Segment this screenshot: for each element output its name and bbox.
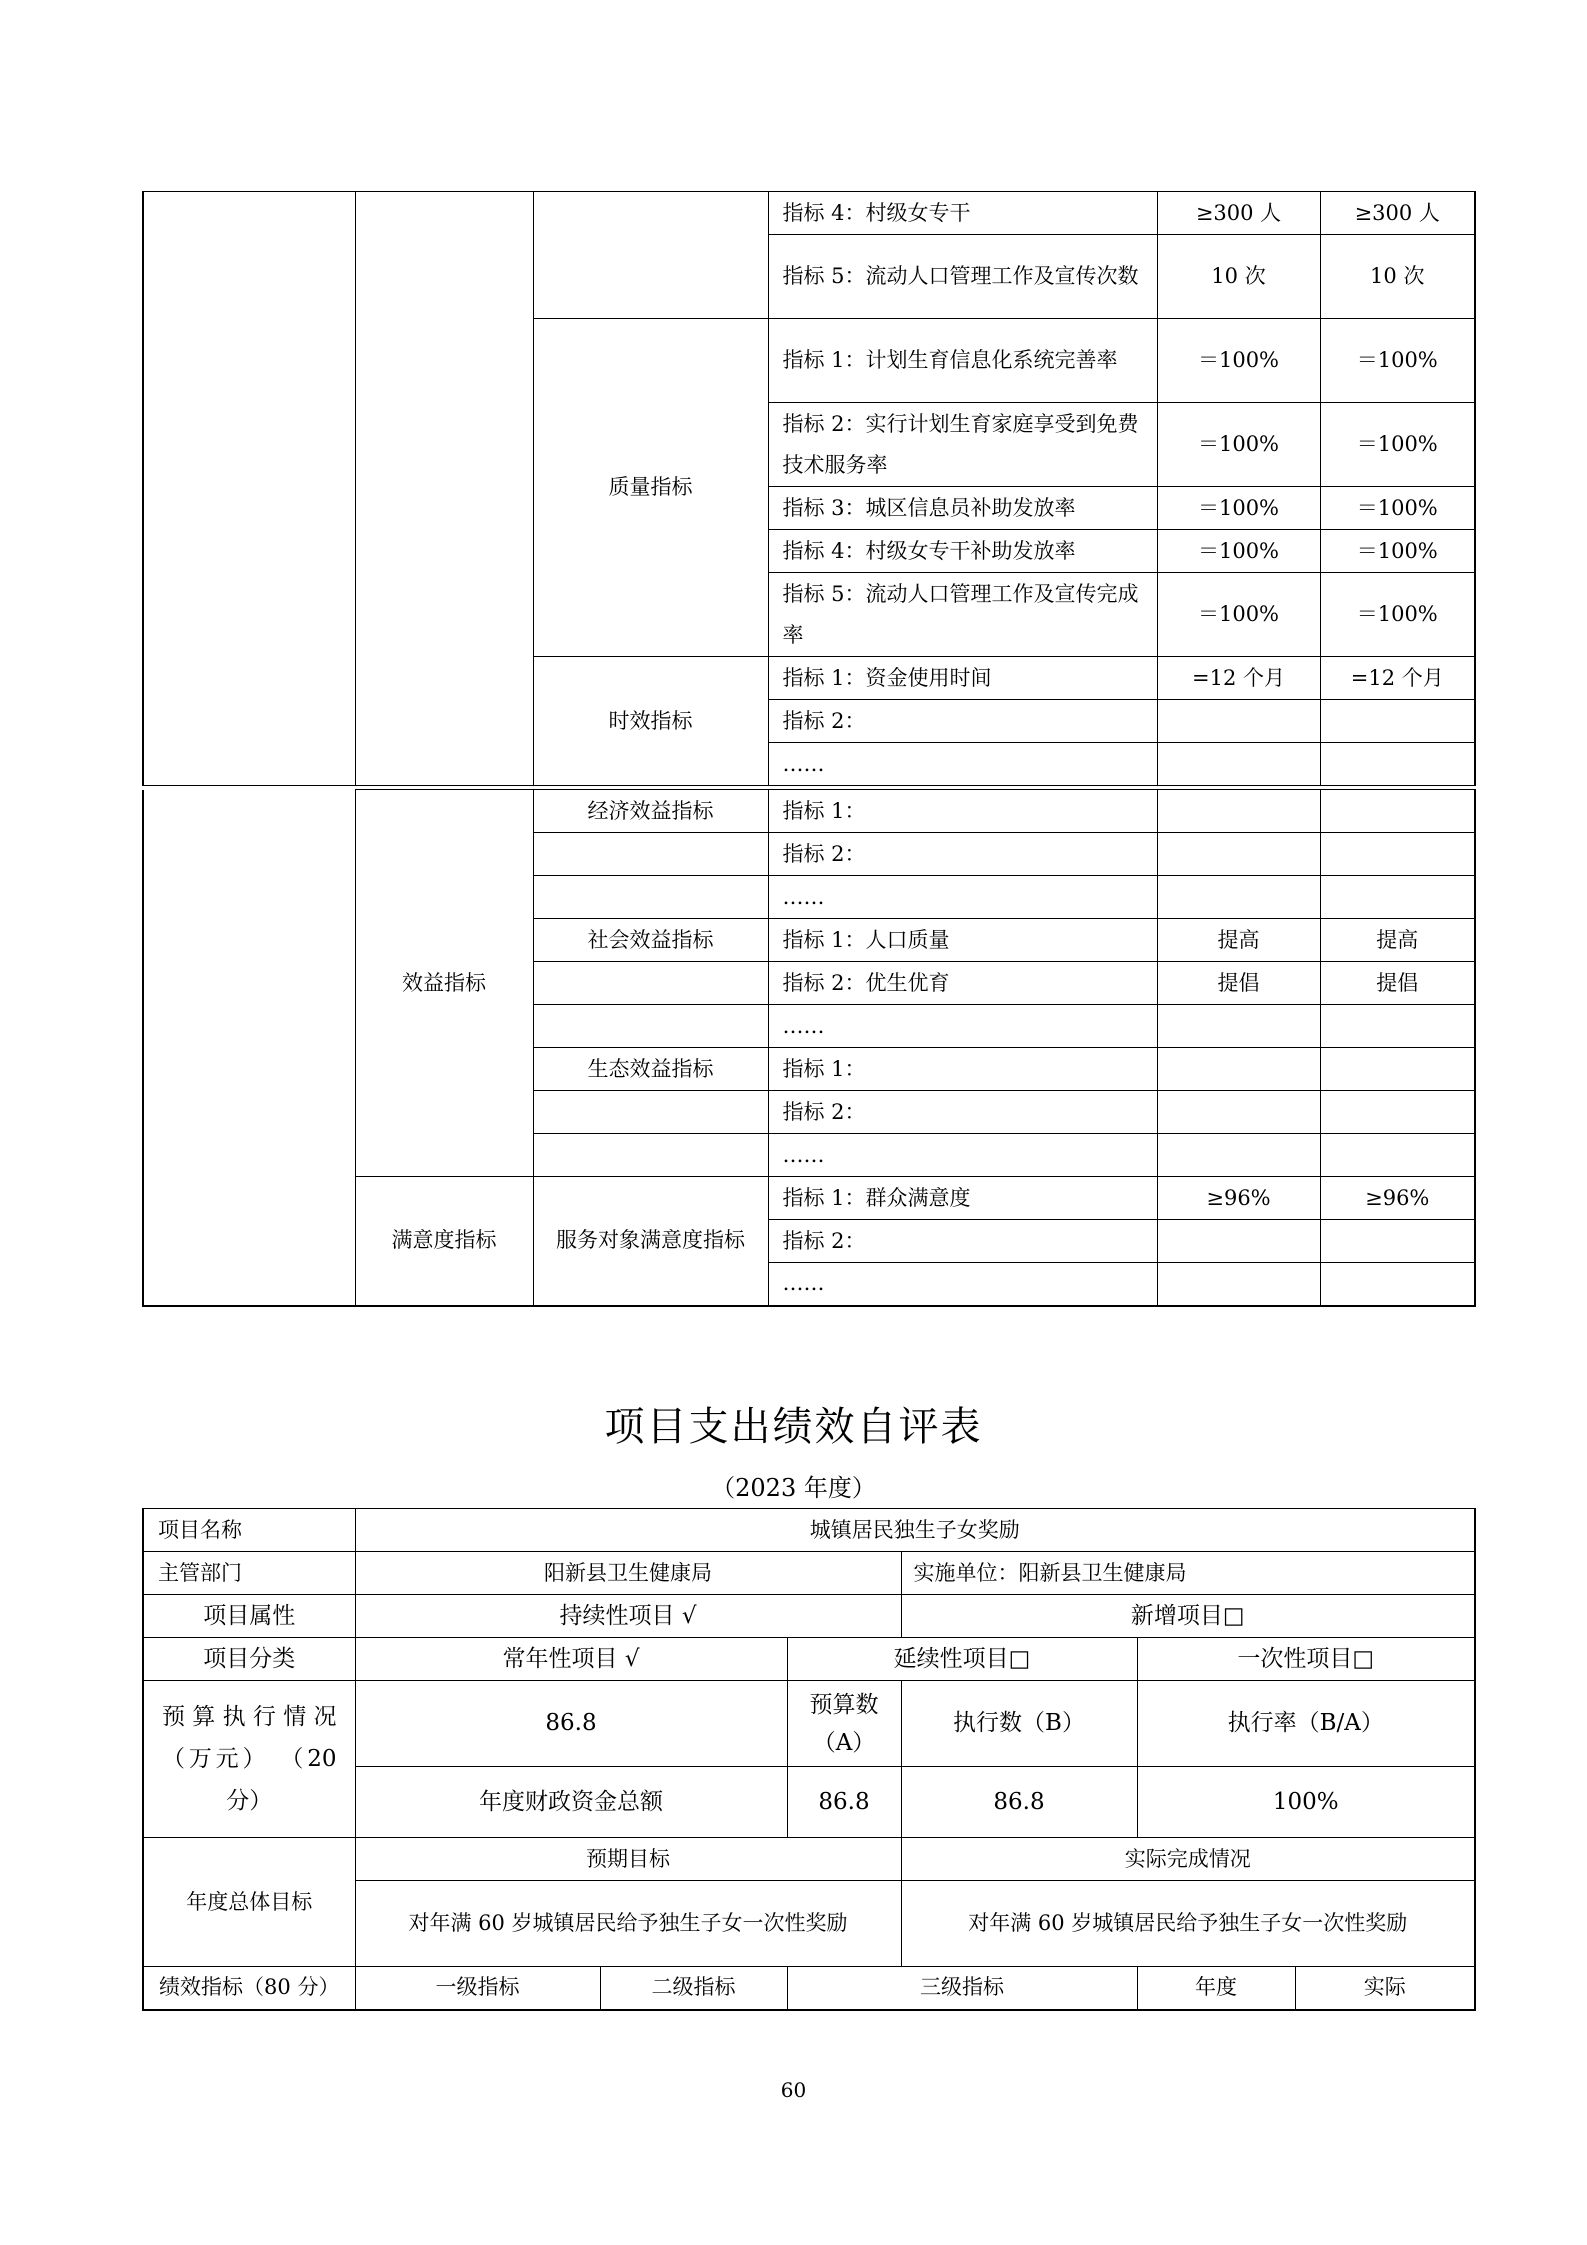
class-regular: 常年性项目 √ — [355, 1638, 787, 1681]
indicator-actual: 10 次 — [1320, 235, 1475, 319]
indicator-target — [1157, 1048, 1320, 1091]
class-label: 项目分类 — [143, 1638, 355, 1681]
indicator-target: 提高 — [1157, 919, 1320, 962]
indicator-actual: ＝100% — [1320, 573, 1475, 657]
indicator-target — [1157, 876, 1320, 919]
annual-funds-label: 年度财政资金总额 — [355, 1767, 787, 1838]
indicator-target: =12 个月 — [1157, 657, 1320, 700]
indicator-actual — [1320, 1263, 1475, 1306]
indicator-target — [1157, 1005, 1320, 1048]
exec-b-label: 执行数（B） — [901, 1681, 1137, 1767]
class-extended: 延续性项目□ — [787, 1638, 1137, 1681]
indicator-target — [1157, 1220, 1320, 1263]
table-row — [143, 1967, 1475, 2010]
form-title: 项目支出绩效自评表 — [604, 1404, 983, 1450]
goal-actual-label: 实际完成情况 — [901, 1838, 1475, 1881]
indicator-target: ≥300 人 — [1157, 192, 1320, 235]
perf-label: 绩效指标（80 分） — [143, 1967, 355, 2010]
indicator-name: 指标 1：计划生育信息化系统完善率 — [768, 319, 1157, 403]
table-row — [143, 192, 1475, 235]
indicator-name: 指标 4：村级女专干补助发放率 — [768, 530, 1157, 573]
indicator-actual — [1320, 700, 1475, 743]
dept-value: 阳新县卫生健康局 — [355, 1552, 901, 1595]
indicator-name: …… — [768, 1263, 1157, 1306]
self-evaluation-form — [142, 1508, 1476, 2011]
table-row — [143, 790, 1475, 833]
indicator-actual: ＝100% — [1320, 403, 1475, 487]
empty-cell — [533, 833, 768, 876]
year-header: 年度 — [1137, 1967, 1295, 2010]
empty-cell — [533, 876, 768, 919]
quality-indicator-label: 质量指标 — [533, 319, 768, 657]
indicator-name: …… — [768, 743, 1157, 786]
empty-cell — [533, 1134, 768, 1177]
indicator-name: 指标 1：资金使用时间 — [768, 657, 1157, 700]
indicator-name: 指标 2： — [768, 1220, 1157, 1263]
indicator-target — [1157, 700, 1320, 743]
level2-cell — [355, 192, 533, 786]
indicator-name: 指标 1： — [768, 790, 1157, 833]
goal-actual: 对年满 60 岁城镇居民给予独生子女一次性奖励 — [901, 1881, 1475, 1967]
indicator-target: ≥96% — [1157, 1177, 1320, 1220]
indicator-name: 指标 5：流动人口管理工作及宣传完成率 — [768, 573, 1157, 657]
indicator-name: 指标 2： — [768, 833, 1157, 876]
indicator-name: …… — [768, 1005, 1157, 1048]
level1-header: 一级指标 — [355, 1967, 600, 2010]
indicator-actual: ≥300 人 — [1320, 192, 1475, 235]
indicator-target: ＝100% — [1157, 530, 1320, 573]
indicator-name: 指标 2： — [768, 1091, 1157, 1134]
attr-continuing: 持续性项目 √ — [355, 1595, 901, 1638]
actual-header: 实际 — [1295, 1967, 1475, 2010]
indicator-actual — [1320, 1134, 1475, 1177]
economic-indicator-label: 经济效益指标 — [533, 790, 768, 833]
empty-cell — [533, 962, 768, 1005]
form-year: （2023 年度） — [711, 1474, 876, 1502]
rate-label: 执行率（B/A） — [1137, 1681, 1475, 1767]
level1-cell — [143, 790, 355, 1306]
indicator-actual: ＝100% — [1320, 319, 1475, 403]
indicator-actual: ≥96% — [1320, 1177, 1475, 1220]
level1-cell — [143, 192, 355, 786]
indicator-target: 提倡 — [1157, 962, 1320, 1005]
level2-sub-cell — [533, 192, 768, 319]
indicator-name: 指标 3：城区信息员补助发放率 — [768, 487, 1157, 530]
eco-indicator-label: 生态效益指标 — [533, 1048, 768, 1091]
indicator-actual — [1320, 743, 1475, 786]
exec-b-value: 86.8 — [901, 1767, 1137, 1838]
service-satisfaction-label: 服务对象满意度指标 — [533, 1177, 768, 1306]
goal-expected: 对年满 60 岁城镇居民给予独生子女一次性奖励 — [355, 1881, 901, 1967]
indicator-actual: ＝100% — [1320, 530, 1475, 573]
project-name-label: 项目名称 — [143, 1509, 355, 1552]
indicator-target: 10 次 — [1157, 235, 1320, 319]
indicator-actual — [1320, 833, 1475, 876]
indicator-target: ＝100% — [1157, 487, 1320, 530]
class-onetime: 一次性项目□ — [1137, 1638, 1475, 1681]
attr-label: 项目属性 — [143, 1595, 355, 1638]
indicator-actual: =12 个月 — [1320, 657, 1475, 700]
indicator-target: ＝100% — [1157, 319, 1320, 403]
indicator-name: …… — [768, 1134, 1157, 1177]
indicator-actual — [1320, 1091, 1475, 1134]
table-row — [143, 1552, 1475, 1595]
empty-cell — [533, 1005, 768, 1048]
indicator-actual — [1320, 790, 1475, 833]
page-number: 60 — [780, 2078, 807, 2102]
indicator-actual: ＝100% — [1320, 487, 1475, 530]
indicator-table-continued — [142, 191, 1476, 786]
indicator-target — [1157, 1263, 1320, 1306]
indicator-actual — [1320, 1048, 1475, 1091]
social-indicator-label: 社会效益指标 — [533, 919, 768, 962]
budget-label: 预算执行情况（万元） （20 分） — [143, 1681, 355, 1838]
indicator-name: 指标 1：群众满意度 — [768, 1177, 1157, 1220]
rate-value: 100% — [1137, 1767, 1475, 1838]
table-row — [143, 1509, 1475, 1552]
attr-new: 新增项目□ — [901, 1595, 1475, 1638]
project-name: 城镇居民独生子女奖励 — [355, 1509, 1475, 1552]
dept-label: 主管部门 — [143, 1552, 355, 1595]
indicator-actual: 提高 — [1320, 919, 1475, 962]
indicator-actual — [1320, 1005, 1475, 1048]
table-row — [143, 1838, 1475, 1881]
indicator-name: 指标 5：流动人口管理工作及宣传次数 — [768, 235, 1157, 319]
goal-label: 年度总体目标 — [143, 1838, 355, 1967]
indicator-target: ＝100% — [1157, 573, 1320, 657]
budget-total: 86.8 — [355, 1681, 787, 1767]
indicator-name: 指标 2：实行计划生育家庭享受到免费技术服务率 — [768, 403, 1157, 487]
indicator-target — [1157, 1134, 1320, 1177]
indicator-target — [1157, 833, 1320, 876]
indicator-actual: 提倡 — [1320, 962, 1475, 1005]
empty-cell — [533, 1091, 768, 1134]
table-row — [143, 1638, 1475, 1681]
indicator-name: 指标 4：村级女专干 — [768, 192, 1157, 235]
level3-header: 三级指标 — [787, 1967, 1137, 2010]
indicator-target: ＝100% — [1157, 403, 1320, 487]
indicator-name: 指标 2：优生优育 — [768, 962, 1157, 1005]
indicator-target — [1157, 1091, 1320, 1134]
indicator-target — [1157, 743, 1320, 786]
indicator-target — [1157, 790, 1320, 833]
budget-a-value: 86.8 — [787, 1767, 901, 1838]
indicator-name: …… — [768, 876, 1157, 919]
timeliness-indicator-label: 时效指标 — [533, 657, 768, 786]
indicator-name: 指标 1： — [768, 1048, 1157, 1091]
table-row — [143, 1681, 1475, 1767]
impl-unit: 实施单位：阳新县卫生健康局 — [901, 1552, 1475, 1595]
benefit-indicator-table — [142, 789, 1476, 1307]
budget-a-label: 预算数（A） — [787, 1681, 901, 1767]
benefit-indicator-label: 效益指标 — [355, 790, 533, 1177]
satisfaction-indicator-label: 满意度指标 — [355, 1177, 533, 1306]
indicator-name: 指标 2： — [768, 700, 1157, 743]
table-row — [143, 1595, 1475, 1638]
goal-expected-label: 预期目标 — [355, 1838, 901, 1881]
indicator-name: 指标 1：人口质量 — [768, 919, 1157, 962]
level2-header: 二级指标 — [600, 1967, 787, 2010]
indicator-actual — [1320, 876, 1475, 919]
indicator-actual — [1320, 1220, 1475, 1263]
